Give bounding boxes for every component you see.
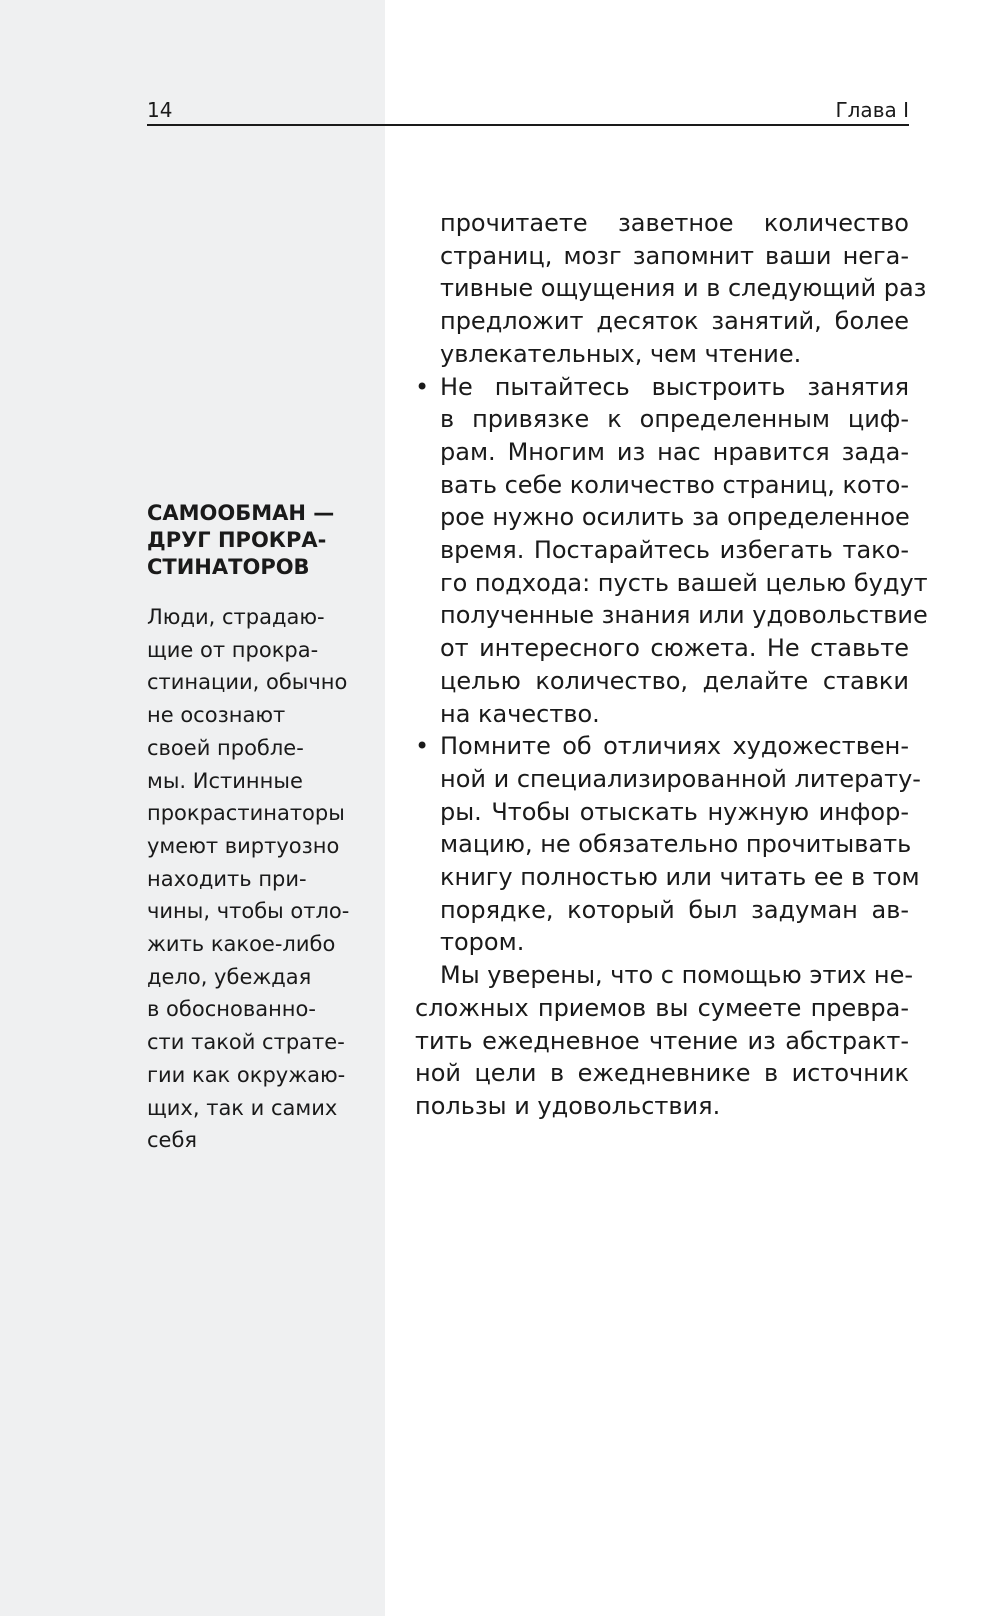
text-line: книгу полностью или читать ее в том [440, 863, 920, 892]
sidebar-text-line: мы. Истинные [147, 768, 303, 793]
continuation-paragraph [415, 207, 927, 371]
text-line: целью количество, делайте ставки [440, 666, 909, 695]
text-line: страниц, мозг запомнит ваши нега- [440, 241, 909, 270]
text-line: мацию, не обязательно прочитывать [440, 830, 912, 859]
sidebar-text-line: сти такой страте- [147, 1030, 345, 1055]
sidebar-note [147, 500, 372, 1157]
text-line: полученные знания или удовольствие [440, 601, 928, 630]
bullet-text: Не пытайтесь выстроить занятия [440, 372, 909, 401]
sidebar-heading-line: САМООБМАН — [147, 501, 335, 525]
sidebar-heading [147, 500, 372, 581]
page-number: 14 [147, 98, 173, 122]
text-line: рам. Многим из нас нравится зада- [440, 437, 909, 466]
bullet-icon: • [415, 732, 430, 761]
text-line [415, 730, 909, 763]
sidebar-text-line: находить при- [147, 866, 307, 891]
text-line [415, 371, 909, 404]
text-line: от интересного сюжета. Не ставьте [440, 634, 909, 663]
text-line: тором. [440, 928, 525, 957]
text-line: в привязке к определенным циф- [440, 405, 909, 434]
text-line: время. Постарайтесь избегать тако- [440, 536, 909, 565]
sidebar-text-line: дело, убеждая [147, 964, 312, 989]
sidebar-text-line: Люди, страдаю- [147, 605, 325, 629]
sidebar-text-line: чины, чтобы отло- [147, 899, 350, 924]
closing-paragraph [415, 959, 914, 1123]
text-line: тить ежедневное чтение из абстракт- [415, 1026, 909, 1055]
sidebar-text-line: в обоснованно- [147, 997, 316, 1022]
bullet-item [415, 730, 921, 959]
text-line: вать себе количество страниц, кото- [440, 470, 909, 499]
text-line: тивные ощущения и в следующий раз [440, 274, 927, 303]
sidebar-text-line: гии как окружаю- [147, 1062, 346, 1087]
sidebar-text-line: своей пробле- [147, 735, 304, 760]
text-line: порядке, который был задуман ав- [440, 895, 909, 924]
text-line: рое нужно осилить за определенное [440, 503, 910, 532]
text-line: пользы и удовольствия. [415, 1091, 721, 1120]
text-line: ры. Чтобы отыскать нужную инфор- [440, 797, 909, 826]
text-line: го подхода: пусть вашей целью будут [440, 568, 928, 597]
sidebar-text-line: не осознают [147, 703, 286, 728]
sidebar-text-line: умеют виртуозно [147, 833, 340, 858]
sidebar-text-line: щие от прокра- [147, 637, 319, 662]
chapter-title: Глава I [835, 98, 909, 122]
running-header [147, 98, 909, 126]
bullet-item [415, 371, 928, 731]
text-line: ной и специализированной литерату- [440, 764, 921, 793]
sidebar-text-line: себя [147, 1128, 198, 1153]
sidebar-text [147, 601, 372, 1157]
sidebar-heading-line: СТИНАТОРОВ [147, 555, 310, 579]
text-line: Мы уверены, что с помощью этих не- [440, 961, 914, 990]
text-line: увлекательных, чем чтение. [440, 339, 802, 368]
sidebar-text-line: жить какое-либо [147, 932, 336, 957]
bullet-text: Помните об отличиях художествен- [440, 732, 909, 761]
text-line: на качество. [440, 699, 600, 728]
main-text [415, 207, 928, 1123]
text-line: прочитаете заветное количество [440, 209, 909, 237]
bullet-icon: • [415, 372, 430, 401]
sidebar-text-line: прокрастинаторы [147, 801, 345, 826]
sidebar-heading-line: ДРУГ ПРОКРА- [147, 528, 327, 552]
text-line: предложит десяток занятий, более [440, 307, 909, 336]
sidebar-text-line: щих, так и самих [147, 1095, 338, 1120]
text-line: ной цели в ежедневнике в источник [415, 1059, 909, 1088]
text-line: сложных приемов вы сумеете превра- [415, 993, 909, 1022]
sidebar-text-line: стинации, обычно [147, 670, 348, 695]
